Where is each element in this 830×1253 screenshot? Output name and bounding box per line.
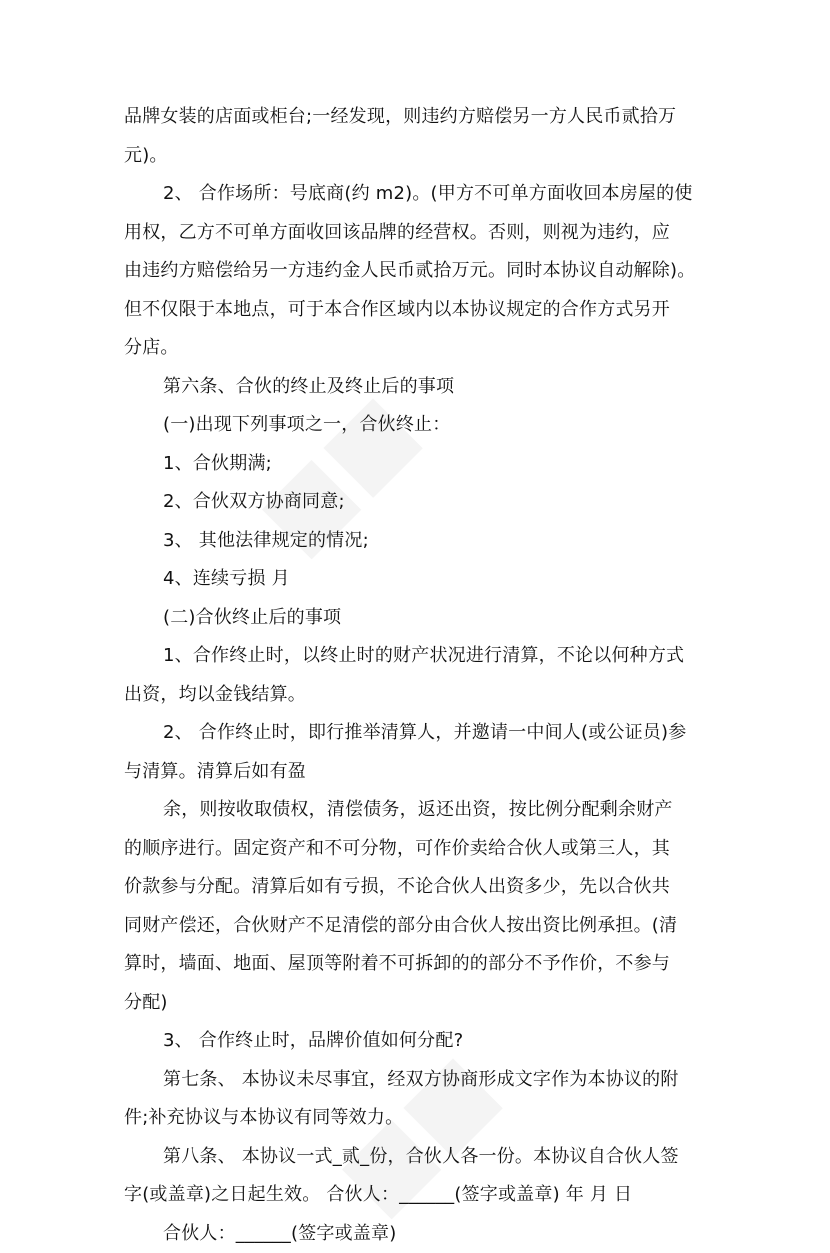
text-line: (一)出现下列事项之一，合伙终止： — [124, 406, 708, 445]
text-line: (二)合伙终止后的事项 — [124, 599, 708, 638]
text-line: 品牌女装的店面或柜台;一经发现，则违约方赔偿另一方人民币贰拾万 — [124, 98, 708, 137]
text-line: 第七条、 本协议未尽事宜，经双方协商形成文字作为本协议的附 — [124, 1061, 708, 1100]
text-line: 2、合伙双方协商同意; — [124, 483, 708, 522]
text-line: 算时，墙面、地面、屋顶等附着不可拆卸的的部分不予作价，不参与 — [124, 945, 708, 984]
text-line: 元)。 — [124, 137, 708, 176]
text-line: 2、 合作终止时，即行推举清算人，并邀请一中间人(或公证员)参 — [124, 714, 708, 753]
text-line: 但不仅限于本地点，可于本合作区域内以本协议规定的合作方式另开 — [124, 291, 708, 330]
text-line: 3、 其他法律规定的情况; — [124, 522, 708, 561]
text-line: 用权，乙方不可单方面收回该品牌的经营权。否则，则视为违约，应 — [124, 214, 708, 253]
text-line: 合伙人：______(签字或盖章) — [124, 1215, 708, 1253]
text-line: 分店。 — [124, 329, 708, 368]
text-line: 字(或盖章)之日起生效。 合伙人：______(签字或盖章) 年 月 日 — [124, 1176, 708, 1215]
document-body — [124, 98, 708, 1253]
text-line: 同财产偿还，合伙财产不足清偿的部分由合伙人按出资比例承担。(清 — [124, 907, 708, 946]
text-line: 1、合伙期满; — [124, 445, 708, 484]
text-line: 1、合作终止时，以终止时的财产状况进行清算，不论以何种方式 — [124, 637, 708, 676]
text-line: 第六条、合伙的终止及终止后的事项 — [124, 368, 708, 407]
text-line: 2、 合作场所：号底商(约 m2)。(甲方不可单方面收回本房屋的使 — [124, 175, 708, 214]
text-line: 第八条、 本协议一式_贰_份，合伙人各一份。本协议自合伙人签 — [124, 1138, 708, 1177]
text-line: 由违约方赔偿给另一方违约金人民币贰拾万元。同时本协议自动解除)。 — [124, 252, 708, 291]
text-line: 余，则按收取债权，清偿债务，返还出资，按比例分配剩余财产 — [124, 791, 708, 830]
text-line: 3、 合作终止时，品牌价值如何分配? — [124, 1022, 708, 1061]
text-line: 出资，均以金钱结算。 — [124, 676, 708, 715]
text-line: 分配) — [124, 984, 708, 1023]
text-line: 4、连续亏损 月 — [124, 560, 708, 599]
text-line: 价款参与分配。清算后如有亏损，不论合伙人出资多少，先以合伙共 — [124, 868, 708, 907]
text-line: 的顺序进行。固定资产和不可分物，可作价卖给合伙人或第三人，其 — [124, 830, 708, 869]
text-line: 件;补充协议与本协议有同等效力。 — [124, 1099, 708, 1138]
text-line: 与清算。清算后如有盈 — [124, 753, 708, 792]
